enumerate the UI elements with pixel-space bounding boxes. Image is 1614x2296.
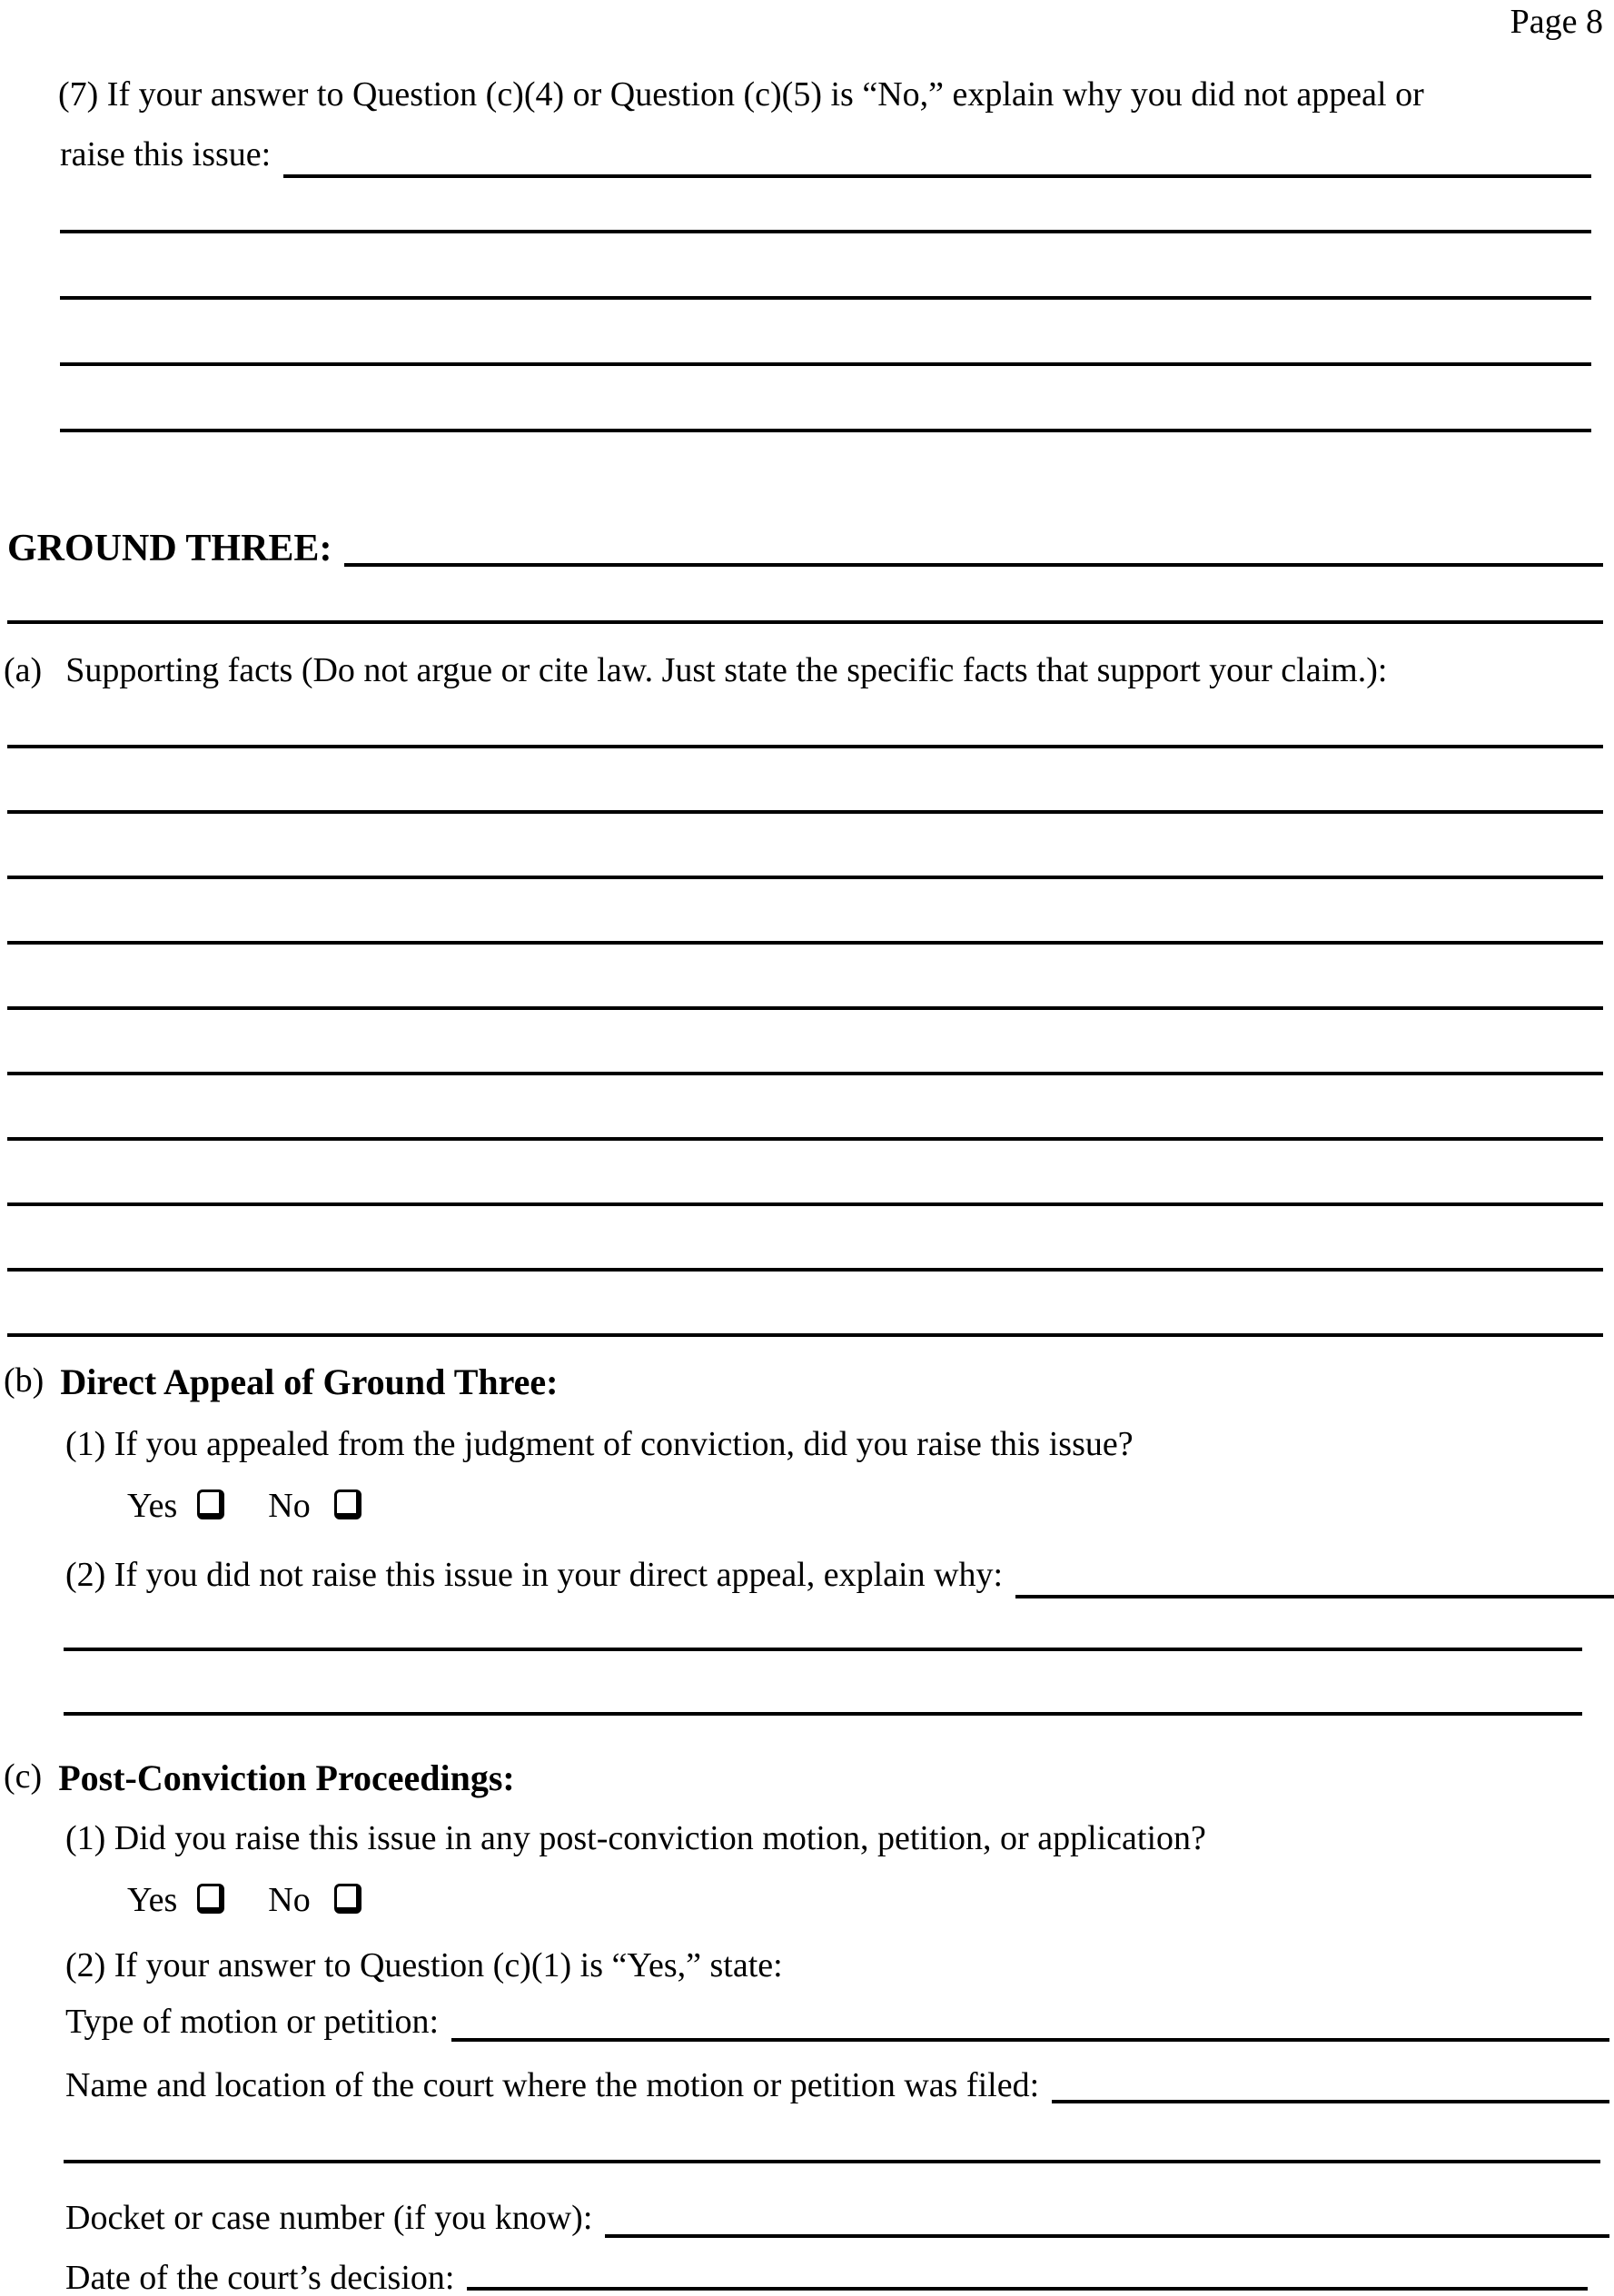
raise-issue-label: raise this issue:	[60, 135, 272, 173]
decision-date-write-line	[467, 2258, 1588, 2291]
ruled-line	[7, 620, 1603, 624]
ruled-line	[7, 1075, 1603, 1141]
c-question-2: (2) If your answer to Question (c)(1) is “Yes,” state:	[65, 1946, 783, 1984]
ruled-line	[64, 2160, 1600, 2163]
b-question-1: (1) If you appealed from the judgment of conviction, did you raise this issue?	[65, 1425, 1134, 1463]
ruled-line	[64, 1648, 1582, 1651]
supporting-facts-text: Supporting facts (Do not argue or cite law. Just state the specific facts that support your claim.):	[65, 651, 1388, 689]
no-label: No	[268, 1881, 311, 1919]
b-question-2: (2) If you did not raise this issue in your direct appeal, explain why:	[65, 1556, 1004, 1594]
ruled-line	[7, 1206, 1603, 1272]
b-question-2-row	[65, 1555, 1614, 1598]
court-name-write-line	[1052, 2065, 1609, 2103]
page-number: Page 8	[1510, 3, 1603, 41]
no-checkbox	[334, 1489, 361, 1519]
court-name-row	[65, 2065, 1609, 2105]
ground-three-heading: GROUND THREE:	[7, 528, 332, 569]
explain-why-write-line	[1015, 1555, 1614, 1598]
b-yes-no-row	[127, 1486, 361, 1526]
ruled-line	[60, 167, 1591, 233]
section-a-label: (a)	[4, 651, 43, 689]
ruled-line	[60, 366, 1591, 432]
ruled-line	[7, 945, 1603, 1010]
type-of-motion-label: Type of motion or petition:	[65, 2003, 440, 2041]
decision-date-row	[65, 2258, 1588, 2296]
yes-checkbox	[197, 1489, 224, 1519]
ruled-line	[7, 1141, 1603, 1206]
decision-date-label: Date of the court’s decision:	[65, 2259, 455, 2296]
question-7-text: (7) If your answer to Question (c)(4) or Question (c)(5) is “No,” explain why you did not appeal or	[58, 75, 1424, 114]
section-b-header	[4, 1361, 558, 1403]
court-name-label: Name and location of the court where the motion or petition was filed:	[65, 2066, 1040, 2104]
ruled-line	[64, 1712, 1582, 1716]
docket-number-row	[65, 2198, 1609, 2238]
ground-three-write-line	[344, 527, 1603, 567]
section-b-label: (b)	[4, 1361, 45, 1400]
question-7-blank-lines	[60, 167, 1591, 432]
supporting-facts-lines	[7, 683, 1603, 1337]
ruled-line	[7, 1272, 1603, 1337]
no-label: No	[268, 1487, 311, 1525]
yes-label: Yes	[127, 1881, 178, 1919]
ruled-line	[7, 1010, 1603, 1075]
ruled-line	[60, 300, 1591, 366]
ruled-line	[7, 683, 1603, 748]
c-yes-no-row	[127, 1880, 361, 1920]
ruled-line	[7, 748, 1603, 814]
docket-number-label: Docket or case number (if you know):	[65, 2199, 593, 2237]
section-c-label: (c)	[4, 1757, 43, 1796]
yes-label: Yes	[127, 1487, 178, 1525]
type-of-motion-row	[65, 2002, 1609, 2042]
docket-number-write-line	[605, 2198, 1609, 2238]
ruled-line	[7, 814, 1603, 879]
type-of-motion-write-line	[451, 2002, 1609, 2042]
c-question-1: (1) Did you raise this issue in any post-conviction motion, petition, or application?	[65, 1819, 1206, 1857]
ruled-line	[7, 879, 1603, 945]
ruled-line	[60, 233, 1591, 300]
no-checkbox	[334, 1884, 361, 1914]
section-b-heading: Direct Appeal of Ground Three:	[60, 1361, 559, 1402]
section-c-heading: Post-Conviction Proceedings:	[58, 1757, 515, 1798]
section-c-header	[4, 1757, 515, 1799]
yes-checkbox	[197, 1884, 224, 1914]
ground-three-row	[7, 527, 1603, 570]
